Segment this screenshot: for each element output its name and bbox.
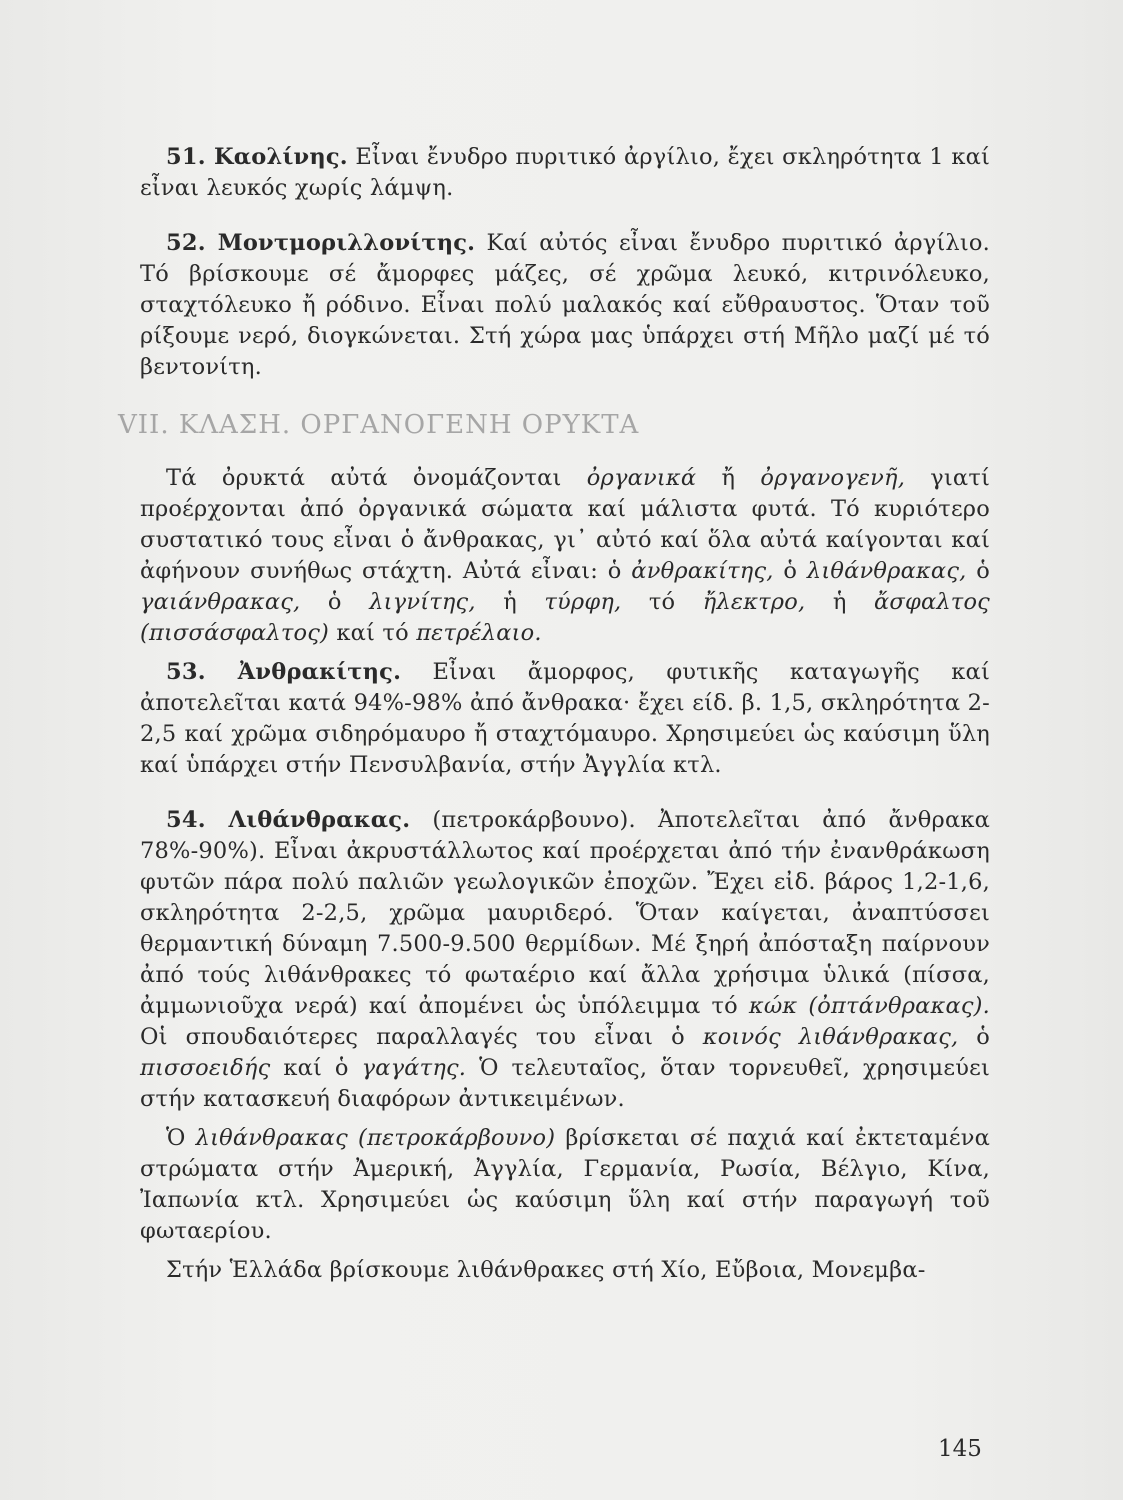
paragraph-kaolinite xyxy=(140,142,990,204)
entry-title-anthracite: 53. Ἀνθρακίτης. xyxy=(166,659,402,685)
coal-location-text: Ὁ xyxy=(166,1125,196,1151)
intro-text: ἡ xyxy=(475,589,545,615)
intro-text: ὁ xyxy=(773,558,807,584)
entry-text-montmorillonite: Καί αὐτός εἶναι ἔνυδρο πυριτικό ἀργίλιο. Τό βρίσκουμε σέ ἄμορφες μάζες, σέ χρῶμα λευκό, κιτρινόλευκο, σταχτόλευκο ἤ ρόδινο. Εἶναι πολύ μαλακός καί εὔθραυστος. Ὅταν τοῦ ρίξουμε νερό, διογκώνεται. Στή χώρα μας ὑπάρχει στή Μῆλο μαζί μέ τό βεντονίτη. xyxy=(140,230,990,380)
intro-text: ὁ xyxy=(300,589,370,615)
coal-text: ὁ xyxy=(958,1024,991,1050)
intro-term: ἄσφαλτος (πισσάσφαλτος) xyxy=(140,589,990,646)
intro-text: ἤ xyxy=(696,465,761,491)
intro-term: ἀνθρακίτης, xyxy=(631,558,774,584)
intro-text: ὁ xyxy=(966,558,990,584)
coal-text: Οἱ σπουδαιότερες παραλλαγές του εἶναι ὁ xyxy=(140,1024,703,1050)
intro-term: λιγνίτης, xyxy=(369,589,476,615)
entry-text-anthracite: Εἶναι ἄμορφος, φυτικῆς καταγωγῆς καί ἀποτελεῖται κατά 94%-98% ἀπό ἄνθρακα· ἔχει είδ. β. 1,5, σκληρότητα 2-2,5 καί χρῶμα σιδηρόμαυρο ἤ σταχτόμαυρο. Χρησιμεύει ὡς καύσιμη ὕλη καί ὑπάρχει στήν Πενσυλβανία, στήν Ἀγγλία κτλ. xyxy=(140,659,990,778)
intro-text: τό xyxy=(621,589,703,615)
intro-text: καί τό xyxy=(329,620,417,646)
paragraph-intro xyxy=(140,463,990,649)
entry-title-montmorillonite: 52. Μοντμοριλλονίτης. xyxy=(166,230,476,256)
intro-text: ἡ xyxy=(805,589,875,615)
paragraph-anthracite xyxy=(140,657,990,781)
paragraph-coal xyxy=(140,805,990,1115)
coal-location-term: λιθάνθρακας (πετροκάρβουνο) xyxy=(195,1125,556,1151)
coal-text: καί ὁ xyxy=(270,1055,362,1081)
page-number: 145 xyxy=(938,1436,982,1462)
intro-term: ἤλεκτρο, xyxy=(702,589,806,615)
paragraph-coal-location xyxy=(140,1123,990,1247)
entry-title-coal: 54. Λιθάνθρακας. xyxy=(166,807,411,833)
paragraph-montmorillonite xyxy=(140,228,990,383)
intro-term: τύρφη, xyxy=(544,589,622,615)
body-text xyxy=(118,142,991,1294)
coal-text: (πετροκάρβουνο). Ἀποτελεῖται ἀπό ἄνθρακα 78%-90%). Εἶναι ἀκρυστάλλωτος καί προέρχεται ἀπό τήν ἐνανθράκωση φυτῶν πάρα πολύ παλιῶν γεωλογικῶν ἐποχῶν. Ἔχει εἰδ. βάρος 1,2-1,6, σκληρότητα 2-2,5, χρῶμα μαυριδερό. Ὅταν καίγεται, ἀναπτύσσει θερμαντική δύναμη 7.500-9.500 θερμίδων. Μέ ξηρή ἀπόσταξη παίρνουν ἀπό τούς λιθάνθρακες τό φωταέριο καί ἄλλα χρήσιμα ὑλικά (πίσσα, ἀμμωνιοῦχα νερά) καί ἀπομένει ὡς ὑπόλειμμα τό xyxy=(140,807,990,1019)
intro-term: λιθάνθρακας, xyxy=(806,558,967,584)
coal-term: πισσοειδής xyxy=(140,1055,271,1081)
coal-term: κοινός λιθάνθρακας, xyxy=(702,1024,959,1050)
intro-term: ὀργανικά xyxy=(586,465,697,491)
paragraph-greece: Στήν Ἑλλάδα βρίσκουμε λιθάνθρακες στή Χίο, Εὔβοια, Μονεμβα- xyxy=(166,1257,926,1283)
intro-text: γιατί προέρχονται ἀπό ὀργανικά σώματα καί μάλιστα φυτά. Τό κυριότερο συστατικό τους εἶναι ὁ ἄνθρακας, γι᾽ αὐτό καί ὅλα αὐτά καίγονται καί ἀφήνουν συνήθως στάχτη. Αὐτά εἶναι: ὁ xyxy=(140,465,990,584)
entry-text-kaolinite: Εἶναι ἔνυδρο πυριτικό ἀργίλιο, ἔχει σκληρότητα 1 καί εἶναι λευκός χωρίς λάμψη. xyxy=(140,144,990,201)
coal-location-text: βρίσκεται σέ παχιά καί ἐκτεταμένα στρώματα στήν Ἀμερική, Ἀγγλία, Γερμανία, Ρωσία, Βέλγιο, Κίνα, Ἰαπωνία κτλ. Χρησιμεύει ὡς καύσιμη ὕλη καί στήν παραγωγή τοῦ φωταερίου. xyxy=(140,1125,991,1244)
intro-term: πετρέλαιο. xyxy=(416,620,542,646)
coal-text: Ὁ τελευταῖος, ὅταν τορνευθεῖ, χρησιμεύει στήν κατασκευή διαφόρων ἀντικειμένων. xyxy=(140,1055,990,1112)
section-heading: VII. ΚΛΑΣΗ. ΟΡΓΑΝΟΓΕΝΗ ΟΡΥΚΤΑ xyxy=(118,410,640,440)
intro-term: ὀργανογενῆ, xyxy=(760,465,906,491)
intro-term: γαιάνθρακας, xyxy=(140,589,301,615)
entry-title-kaolinite: 51. Καολίνης. xyxy=(166,144,348,170)
coal-term: κώκ (ὀπτάνθρακας). xyxy=(748,993,990,1019)
intro-text: Τά ὀρυκτά αὐτά ὀνομάζονται xyxy=(166,465,587,491)
coal-term: γαγάτης. xyxy=(361,1055,467,1081)
